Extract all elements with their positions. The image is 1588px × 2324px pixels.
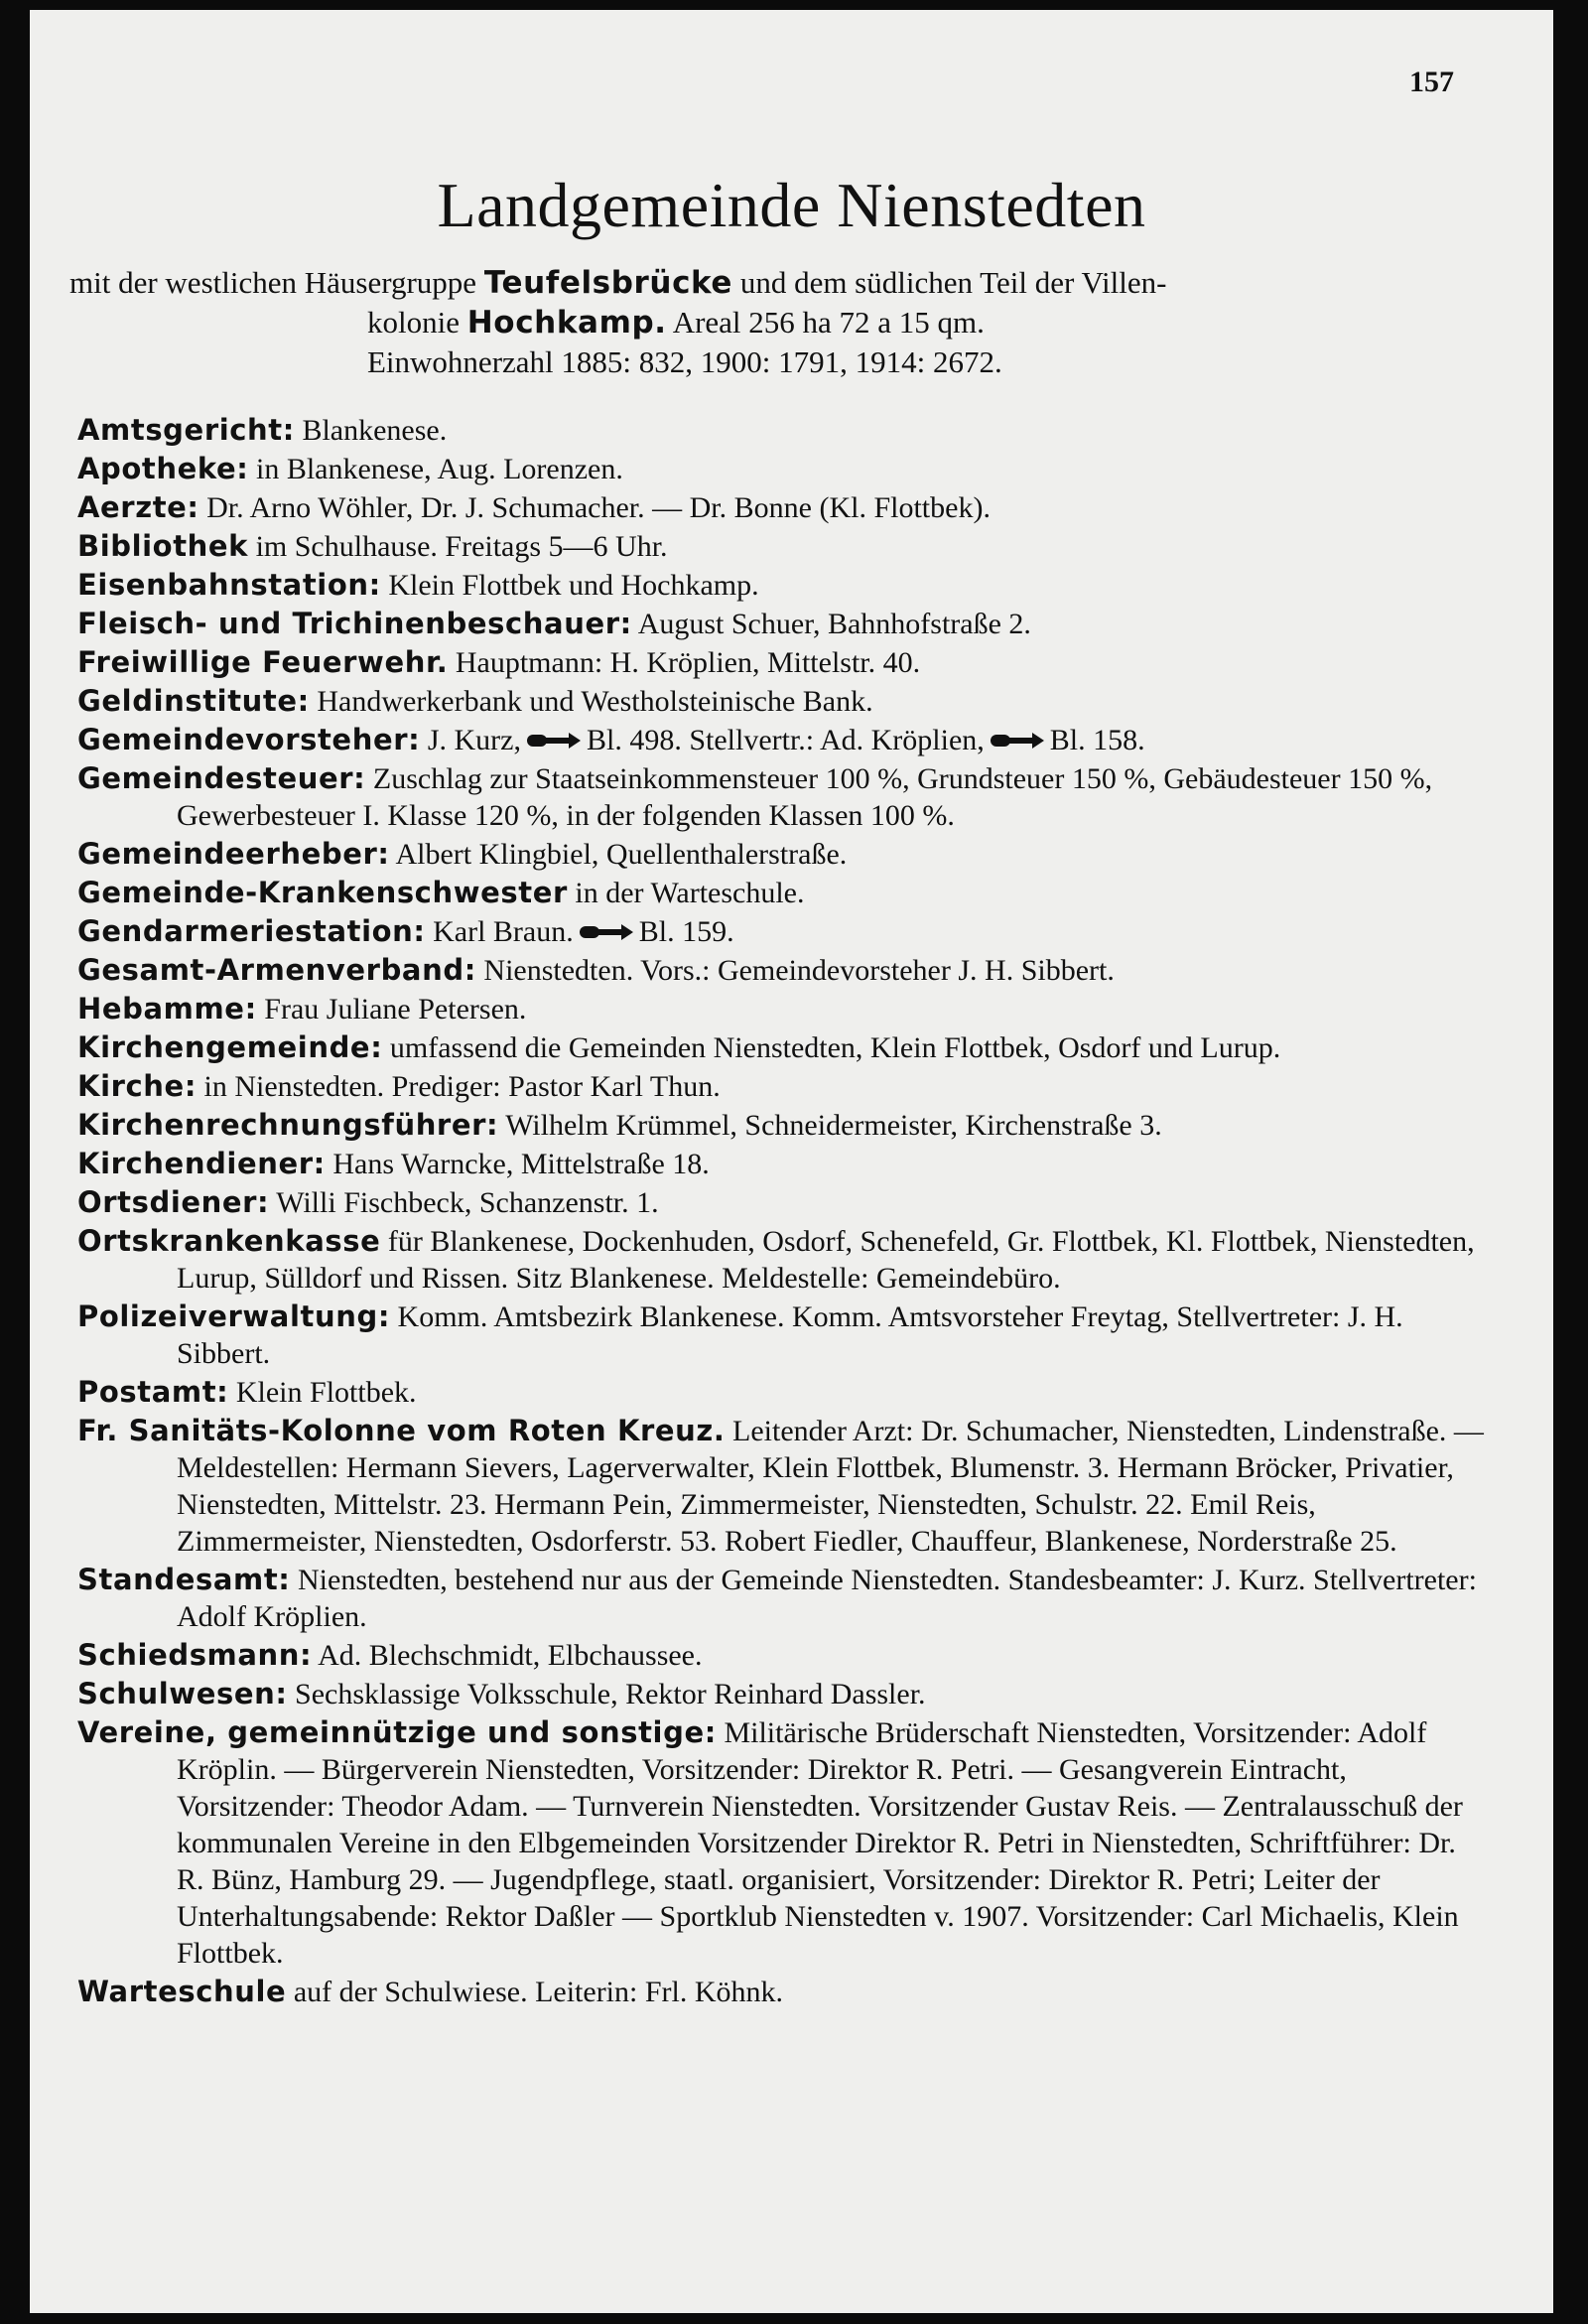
entry-feuerwehr [77, 644, 1487, 681]
entry-aerzte [77, 489, 1487, 526]
entry-label: Polizeiverwaltung: [77, 1299, 391, 1333]
entry-schulwesen [77, 1676, 1487, 1712]
entry-hebamme [77, 991, 1487, 1027]
entry-label: Aerzte: [77, 490, 199, 524]
page-title: Landgemeinde Nienstedten [437, 170, 1146, 240]
entry-sanitaets-kolonne [77, 1413, 1487, 1560]
entry-text: Militärische Brüderschaft Nienstedten, Vorsitzender: Adolf Kröplin. — Bürgerverein Nienstedten, Vorsitzender: Direktor R. Petri. — Gesangverein Eintracht, Vorsitzender: Theodor Adam. — Turnverein Nienstedten. Vorsitzender Gustav Reis. — Zentralausschuß der kommunalen Vereine in den Elbgemeinden Vorsitzender Direktor R. Petri in Nienstedten, Schriftführer: Dr. R. Bünz, Hamburg 29. — Jugendpflege, staatl. organisiert, Vorsitzender: Direktor R. Petri; Leiter der Unterhaltungsabende: Rektor Daßler — Sportklub Nienstedten v. 1907. Vorsitzender: Carl Michaelis, Klein Flottbek. [177, 1716, 1463, 1970]
entry-text: Hauptmann: H. Kröplien, Mittelstr. 40. [455, 646, 921, 679]
entry-text: Karl Braun. [433, 915, 574, 948]
entry-text: Zuschlag zur Staatseinkommensteuer 100 %, Grundsteuer 150 %, Gebäudesteuer 150 %, Gewerbesteuer I. Klasse 120 %, in der folgenden Klassen 100 %. [177, 762, 1433, 832]
entry-text: Willi Fischbeck, Schanzenstr. 1. [276, 1186, 659, 1219]
entry-fleischbeschauer [77, 606, 1487, 642]
entry-armenverband [77, 952, 1487, 989]
entry-ortskrankenkasse [77, 1223, 1487, 1297]
entry-text: Frau Juliane Petersen. [264, 993, 527, 1025]
entry-text: Leitender Arzt: Dr. Schumacher, Nienstedten, Lindenstraße. — Meldestellen: Hermann Sievers, Lagerverwalter, Klein Flottbek, Blumenstr. 3. Hermann Bröcker, Privatier, Nienstedten, Mittelstr. 23. Hermann Pein, Zimmermeister, Nienstedten, Schulstr. 22. Emil Reis, Zimmermeister, Nienstedten, Osdorferstr. 53. Robert Fiedler, Chauffeur, Blankenese, Norderstraße 25. [177, 1415, 1484, 1558]
telephone-hand-icon [989, 730, 1046, 752]
intro-text: und dem südlichen Teil der Villen- [732, 265, 1167, 300]
entry-label: Schulwesen: [77, 1677, 288, 1710]
entry-text: Klein Flottbek und Hochkamp. [388, 569, 759, 602]
entry-kirche [77, 1068, 1487, 1105]
directory-entries [77, 412, 1487, 2012]
entry-label: Gemeindesteuer: [77, 761, 366, 795]
entry-gendarmeriestation [77, 913, 1487, 950]
entry-label: Gesamt-Armenverband: [77, 953, 476, 987]
entry-text: umfassend die Gemeinden Nienstedten, Klein Flottbek, Osdorf und Lurup. [389, 1031, 1281, 1064]
entry-label: Ortsdiener: [77, 1185, 270, 1219]
entry-kirchenrechnungsfuehrer [77, 1107, 1487, 1144]
entry-label: Apotheke: [77, 452, 249, 485]
intro-text: Areal 256 ha 72 a 15 qm. [666, 305, 985, 340]
entry-kirchengemeinde [77, 1029, 1487, 1066]
entry-geldinstitute [77, 683, 1487, 720]
entry-eisenbahnstation [77, 567, 1487, 604]
entry-label: Standesamt: [77, 1563, 291, 1596]
entry-text: Ad. Blechschmidt, Elbchaussee. [318, 1639, 703, 1672]
entry-text: in der Warteschule. [575, 877, 805, 909]
entry-label: Hebamme: [77, 992, 257, 1025]
intro-text: kolonie [367, 305, 467, 340]
entry-label: Fr. Sanitäts-Kolonne vom Roten Kreuz. [77, 1414, 726, 1447]
entry-label: Schiedsmann: [77, 1638, 313, 1672]
entry-text: August Schuer, Bahnhofstraße 2. [637, 608, 1031, 640]
entry-gemeindeerheber [77, 836, 1487, 873]
entry-label: Gemeindevorsteher: [77, 723, 421, 756]
entry-label: Gendarmeriestation: [77, 914, 426, 948]
telephone-hand-icon [525, 730, 583, 752]
entry-text: Komm. Amtsbezirk Blankenese. Komm. Amtsvorsteher Freytag, Stellvertreter: J. H. Sibbert. [177, 1300, 1403, 1370]
entry-text: Dr. Arno Wöhler, Dr. J. Schumacher. — Dr. Bonne (Kl. Flottbek). [206, 491, 991, 524]
entry-label: Freiwillige Feuerwehr. [77, 645, 449, 679]
telephone-hand-icon [578, 921, 635, 943]
entry-text: auf der Schulwiese. Leiterin: Frl. Köhnk. [293, 1976, 784, 2008]
entry-label: Gemeindeerheber: [77, 837, 390, 871]
entry-text: Sechsklassige Volksschule, Rektor Reinhard Dassler. [295, 1678, 926, 1710]
entry-text: Bl. 159. [638, 915, 734, 948]
entry-standesamt [77, 1562, 1487, 1635]
entry-kirchendiener [77, 1146, 1487, 1182]
entry-text: Albert Klingbiel, Quellenthalerstraße. [395, 838, 848, 871]
entry-label: Kirchendiener: [77, 1147, 326, 1180]
entry-label: Ortskrankenkasse [77, 1224, 381, 1258]
entry-label: Kirchengemeinde: [77, 1030, 383, 1064]
entry-label: Kirchenrechnungsführer: [77, 1108, 499, 1142]
entry-ortsdiener [77, 1184, 1487, 1221]
entry-warteschule [77, 1974, 1487, 2010]
entry-polizeiverwaltung [77, 1299, 1487, 1372]
entry-schiedsmann [77, 1637, 1487, 1674]
entry-text: im Schulhause. Freitags 5—6 Uhr. [255, 530, 668, 563]
entry-text: Nienstedten. Vors.: Gemeindevorsteher J. H. Sibbert. [483, 954, 1115, 987]
entry-gemeindesteuer [77, 760, 1487, 834]
entry-label: Geldinstitute: [77, 684, 310, 718]
entry-text: Handwerkerbank und Westholsteinische Bank. [317, 685, 873, 718]
entry-label: Vereine, gemeinnützige und sonstige: [77, 1715, 717, 1749]
intro-bold-name: Hochkamp. [466, 305, 667, 341]
entry-label: Kirche: [77, 1069, 198, 1103]
entry-text: Nienstedten, bestehend nur aus der Gemeinde Nienstedten. Standesbeamter: J. Kurz. Stellvertreter: Adolf Kröplien. [177, 1564, 1477, 1633]
intro-line-2 [69, 303, 1479, 342]
entry-label: Eisenbahnstation: [77, 568, 381, 602]
entry-label: Bibliothek [77, 529, 249, 563]
entry-text: Bl. 498. Stellvertr.: Ad. Kröplien, [586, 724, 985, 756]
entry-krankenschwester [77, 875, 1487, 911]
entry-text: Klein Flottbek. [235, 1376, 417, 1409]
entry-amtsgericht [77, 412, 1487, 449]
entry-apotheke [77, 451, 1487, 487]
entry-text: für Blankenese, Dockenhuden, Osdorf, Schenefeld, Gr. Flottbek, Kl. Flottbek, Nienstedten, Lurup, Sülldorf und Rissen. Sitz Blankenese. Meldestelle: Gemeindebüro. [177, 1225, 1475, 1295]
entry-label: Warteschule [77, 1975, 287, 2008]
entry-bibliothek [77, 528, 1487, 565]
entry-text: in Nienstedten. Prediger: Pastor Karl Thun. [203, 1070, 721, 1103]
intro-bold-name: Teufelsbrücke [483, 265, 733, 301]
entry-label: Fleisch- und Trichinenbeschauer: [77, 607, 632, 640]
entry-text: Blankenese. [302, 414, 448, 447]
entry-text: J. Kurz, [427, 724, 521, 756]
entry-vereine [77, 1714, 1487, 1972]
entry-postamt [77, 1374, 1487, 1411]
entry-text: Wilhelm Krümmel, Schneidermeister, Kirchenstraße 3. [505, 1109, 1162, 1142]
entry-text: Hans Warncke, Mittelstraße 18. [332, 1148, 710, 1180]
entry-text: Bl. 158. [1049, 724, 1145, 756]
entry-label: Gemeinde-Krankenschwester [77, 876, 568, 909]
intro-paragraph [69, 263, 1479, 382]
intro-text: mit der westlichen Häusergruppe [69, 265, 484, 300]
entry-label: Amtsgericht: [77, 413, 295, 447]
entry-text: in Blankenese, Aug. Lorenzen. [255, 453, 623, 485]
document-page [30, 10, 1553, 2313]
entry-gemeindevorsteher [77, 722, 1487, 758]
page-number: 157 [1409, 66, 1454, 98]
intro-line-1 [69, 263, 1479, 303]
intro-line-3: Einwohnerzahl 1885: 832, 1900: 1791, 1914: 2672. [367, 344, 1002, 379]
entry-label: Postamt: [77, 1375, 229, 1409]
